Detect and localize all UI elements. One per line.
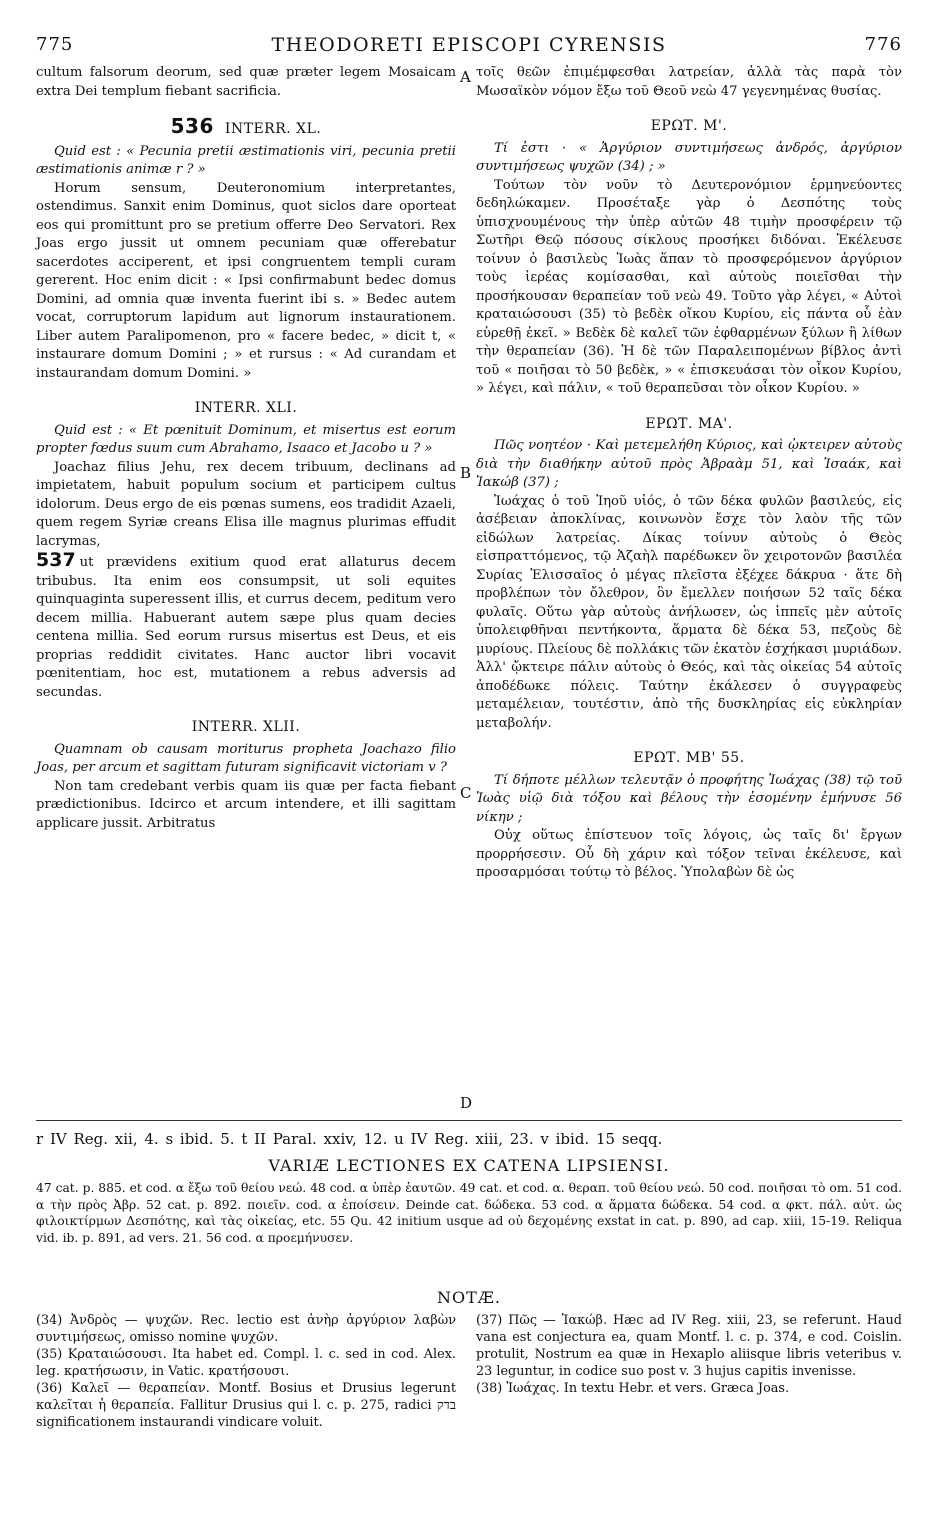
greek-heading-41: ΕΡΩΤ. ΜΑ'.: [645, 415, 733, 432]
latin-question-40: Quid est : « Pecunia pretii æstimationis viri, pecunia pretii æstimationis animæ r ? »: [36, 143, 456, 177]
notes-right-column: [476, 1312, 902, 1397]
greek-answer-40: Τούτων τὸν νοῦν τὸ Δευτερονόμιον ἑρμηνεύοντες δεδηλώκαμεν. Προσέταξε γὰρ ὁ Δεσπότης τοὺς ὑπισχνουμένους τὴν ὑπὲρ αὐτῶν 48 τιμὴν προσφέρειν τῷ Σωτῆρι Θεῷ πόσους σίκλους προσήκει διδόναι. Ἐκέλευσε τοίνυν ὁ βασιλεὺς Ἰωὰς ἅπαν τὸ προσφερόμενον ἀργύριον τοὺς ἱερέας κομίσασθαι, καὶ αὐτοὺς ποιεῖσθαι τὴν προσήκουσαν θεραπείαν τοῦ νεὼ 49. Τοῦτο γὰρ λέγει, « Αὐτοὶ κραταιώσουσι (35) τὸ βεδὲκ οἴκου Κυρίου, εἰς πάντα οὗ ἐὰν εὑρεθῇ ἐκεῖ. » Βεδὲκ δὲ καλεῖ τῶν ἐφθαρμένων ξύλων ἢ λίθων τὴν θεραπείαν (36). Ἡ δὲ τῶν Παραλειπομένων βίβλος ἀντὶ τοῦ « ποιῆσαι τὸ 50 βεδὲκ, » « ἐπισκευάσαι τὸν οἶκον Κυρίου, » λέγει, καὶ πάλιν, « τοῦ θεραπεῦσαι τὸν οἶκον Κυρίου. »: [476, 177, 902, 396]
note-36: (36) Καλεῖ — θεραπείαν. Montf. Bosius et Drusius legerunt καλεῖται ἡ θεραπεία. Fallitur Drusius qui l. c. p. 275, radici בדק significationem instaurandi vindicare voluit.: [36, 1381, 456, 1430]
greek-heading-42: ΕΡΩΤ. ΜΒ' 55.: [633, 750, 745, 766]
notae-heading: NOTÆ.: [437, 1288, 501, 1307]
latin-question-42: Quamnam ob causam moriturus propheta Joachazo filio Joas, per arcum et sagittam futuram significavit victoriam v ?: [36, 741, 456, 775]
note-35: (35) Κραταιώσουσι. Ita habet ed. Compl. l. c. sed in cod. Alex. leg. κρατήσωσιν, in Vatic. κρατήσουσι.: [36, 1347, 456, 1379]
page: [36, 30, 902, 1520]
variae-lectiones-text: 47 cat. p. 885. et cod. α ἔξω τοῦ θείου νεώ. 48 cod. α ὑπὲρ ἑαυτῶν. 49 cat. et cod. α. θεραπ. τοῦ θείου νεώ. 50 cod. ποιῆσαι τὸ οm. 51 cod. α τὴν πρὸς Ἀβρ. 52 cat. p. 892. ποιεῖν. cod. α ἐποίσειν. Deinde cat. δώδεκα. 53 cod. α ἅρματα δώδεκα. 54 cod. α φκτ. πάλ. αὐτ. ὡς φιλοικτίρμων Δεσπότης, καὶ τὰς οἰκείας, etc. 55 Qu. 42 initium usque ad οὐ δεχομένης exstat in cat. p. 890, ad cap. xiii, 15-19. Reliqua vid. ib. p. 891, ad vers. 21. 56 cod. α προεμήνυσεν.: [36, 1181, 902, 1245]
latin-heading-40: [36, 114, 456, 139]
latin-answer-41-part2: ut prævidens exitium quod erat allaturus decem tribubus. Ita enim eos consumpsit, ut soli equites quinquaginta superessent illis, et currus decem, peditum vero decem millia. Habuerant autem sæpe plus quam decies centena millia. Sed eorum rursus misertus est Deus, et eis proprias reddidit civitates. Hanc auctor libri vocavit pœnitentiam, hoc est, mutationem a rebus adversis ad secundas.: [36, 555, 456, 700]
note-38: (38) Ἰωάχας. In textu Hebr. et vers. Græca Joas.: [476, 1381, 790, 1396]
notes-left-column: [36, 1312, 456, 1431]
latin-intro: cultum falsorum deorum, sed quæ præter legem Mosaicam extra Dei templum fiebant sacrificia.: [36, 65, 456, 99]
greek-answer-42: Οὐχ οὕτως ἐπίστευον τοῖς λόγοις, ὡς ταῖς δι' ἔργων προρρήσεσιν. Οὗ δὴ χάριν καὶ τόξον τεῖναι ἐκέλευσε, καὶ προσαρμόσαι τούτῳ τὸ βέλος. Ὑπολαβὼν δὲ ὡς: [476, 828, 902, 880]
two-column-body: [36, 64, 902, 1124]
margin-letter-a: A: [460, 68, 471, 86]
page-number-right: 776: [864, 34, 902, 55]
margin-letter-b: B: [460, 464, 472, 482]
latin-heading-42: INTERR. XLII.: [191, 719, 301, 735]
latin-answer-40: Horum sensum, Deuteronomium interpretantes, ostendimus. Sanxit enim Dominus, quot siclos dare oporteat eos qui promittunt pro se pretium offerre Deo Servatori. Rex Joas ergo jussit ut omnem pecuniam quæ offerebatur sacerdotes acciperent, et ipsi congruentem templi curam gererent. Hoc enim dicit : « Ipsi confirmabunt bedec domus Domini, ad omnia quæ inventa fuerint ibi s. » Bedec autem vocat, corruptorum lapidum aut lignorum instaurationem. Liber autem Paralipomenon, pro « facere bedec, » dicit t, « instaurare domum Domini ; » et rursus : « Ad curandam et instaurandam domum Domini. »: [36, 180, 456, 381]
running-title: THEODORETI EPISCOPI CYRENSIS: [271, 34, 667, 56]
latin-answer-42: Non tam credebant verbis quam iis quæ per facta fiebant prædictionibus. Idcirco et arcum intendere, et illi sagittam applicare jussit. Arbitratus: [36, 778, 456, 831]
column-number-536: 536: [170, 114, 214, 138]
greek-question-40: Τί ἐστι · « Ἀργύριον συντιμήσεως ἀνδρός, ἀργύριον συντιμήσεως ψυχῶν (34) ; »: [476, 140, 902, 174]
latin-answer-41: [36, 459, 456, 703]
margin-letter-c: C: [460, 784, 472, 802]
running-header: [36, 30, 902, 64]
greek-question-41: Πῶς νοητέον · Καὶ μετεμελήθη Κύριος, καὶ ᾠκτειρεν αὐτοὺς διὰ τὴν διαθήκην αὐτοῦ πρὸς Ἀβραὰμ 51, καὶ Ἰσαάκ, καὶ Ἰακώβ (37) ;: [476, 438, 902, 490]
greek-question-42: Τί δήποτε μέλλων τελευτᾷν ὁ προφήτης Ἰωάχας (38) τῷ τοῦ Ἰωὰς υἱῷ διὰ τόξου καὶ βέλους τὴν ἐσομένην ἐμήνυσε 56 νίκην ;: [476, 772, 902, 825]
greek-intro: τοῖς θεῶν ἐπιμέμφεσθαι λατρείαν, ἀλλὰ τὰς παρὰ τὸν Μωσαϊκὸν νόμον ἔξω τοῦ Θεοῦ νεὼ 47 γεγενημένας θυσίας.: [476, 65, 902, 99]
margin-letter-d: D: [460, 1094, 473, 1112]
page-number-left: 775: [36, 34, 74, 55]
scripture-footnotes: r IV Reg. xii, 4. s ibid. 5. t II Paral. xxiv, 12. u IV Reg. xiii, 23. v ibid. 15 seqq.: [36, 1130, 663, 1148]
greek-column: [476, 64, 902, 883]
footnote-divider: [36, 1120, 902, 1121]
greek-heading-40: ΕΡΩΤ. Μ'.: [650, 118, 728, 134]
latin-answer-41-part1: Joachaz filius Jehu, rex decem tribuum, declinans ad impietatem, habuit populum socium et participem cultus idolorum. Deus ergo de eis pœnas sumens, eos tradidit Azaeli, quem regem Syriæ creans Elisa ille magnus plurimas effudit lacrymas,: [36, 459, 456, 549]
variae-lectiones-heading: VARIÆ LECTIONES EX CATENA LIPSIENSI.: [268, 1156, 670, 1175]
greek-answer-41: Ἰωάχας ὁ τοῦ Ἰηοῦ υἱός, ὁ τῶν δέκα φυλῶν βασιλεύς, εἰς ἀσέβειαν ἀποκλίνας, κοινωνὸν ἔσχε τὸν λαὸν τῆς τῶν εἰδώλων λατρείας. Δίκας τοίνυν αὐτοὺς ὁ Θεὸς εἰσπραττόμενος, τῷ Ἀζαὴλ παρέδωκεν ὃν χειροτονῶν βασιλέα Συρίας Ἐλισσαῖος ὁ μέγας πλεῖστα ἐξέχεε δάκρυα · ἅτε δὴ προβλέπων τὸν ὄλεθρον, ὃν ἔμελλεν ποιήσων 52 ταῖς δέκα φυλαῖς. Οὕτω γὰρ αὐτοὺς ἀνήλωσεν, ὡς ἱππεῖς μὲν αὐτοῖς ὑπολειφθῆναι πεντήκοντα, ἅρματα δὲ δέκα 53, πεζοὺς δὲ μυρίους. Πλείους δὲ πολλάκις τῶν ἑκατὸν ἐσχήκασι μυριάδων. Ἀλλ' ᾤκτειρε πάλιν αὐτοὺς ὁ Θεός, καὶ τὰς οἰκείας 54 αὐτοῖς ἀποδέδωκε πόλεις. Ταύτην ἐκάλεσεν ὁ συγγραφεὺς μεταμέλειαν, τουτέστιν, ἀπὸ τῆς δυσκληρίας εἰς εὐκληρίαν μεταβολήν.: [476, 493, 902, 731]
latin-question-41: Quid est : « Et pœnituit Dominum, et misertus est eorum propter fœdus suum cum Abrahamo, Isaaco et Jacobo u ? »: [36, 422, 456, 456]
latin-column: [36, 64, 456, 833]
note-37: (37) Πῶς — Ἰακώβ. Hæc ad IV Reg. xiii, 23, se referunt. Haud vana est conjectura ea, quam Montf. l. c. p. 374, e cod. Coislin. protulit, Nostrum ea quæ in Hexaplo aliisque libris veteribus v. 23 leguntur, in codice suo post v. 3 hujus capitis invenisse.: [476, 1313, 902, 1379]
note-34: (34) Ἀνδρὸς — ψυχῶν. Rec. lectio est ἀνὴρ ἀργύριον λαβὼν συντιμήσεως, omisso nomine ψυχῶν.: [36, 1313, 456, 1345]
latin-heading-40-title: INTERR. XL.: [224, 121, 322, 137]
column-number-537: 537: [36, 549, 76, 571]
latin-heading-41: INTERR. XLI.: [194, 400, 298, 416]
